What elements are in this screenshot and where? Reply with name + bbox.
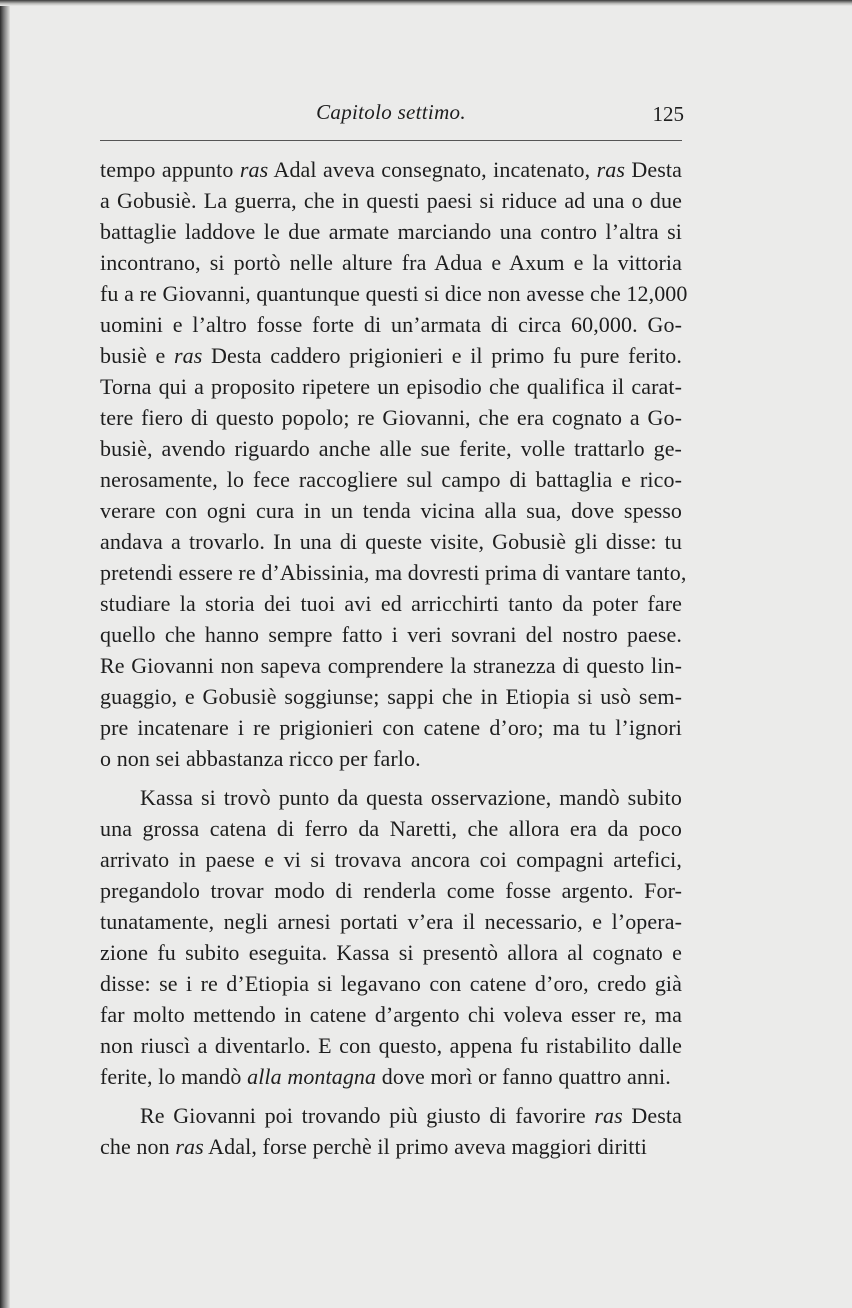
text-line	[100, 526, 682, 557]
text-segment: verare con ogni cura in un tenda vicina alla sua, dove spesso	[100, 498, 682, 523]
text-line	[100, 278, 688, 309]
text-segment: guaggio, e Gobusiè soggiunse; sappi che in Etiopia si usò sem-	[100, 684, 682, 709]
text-line	[100, 1100, 682, 1131]
text-segment: tunatamente, negli arnesi portati v’era il necessario, e l’opera-	[100, 909, 682, 934]
text-line	[100, 782, 682, 813]
paragraph-gap	[100, 1092, 682, 1100]
text-line	[100, 185, 682, 216]
text-line	[100, 247, 682, 278]
page-number: 125	[652, 102, 684, 126]
text-line	[100, 309, 682, 340]
text-segment: zione fu subito eseguita. Kassa si presentò allora al cognato e	[100, 940, 682, 965]
text-segment: studiare la storia dei tuoi avi ed arricchirti tanto da poter fare	[100, 591, 682, 616]
text-line	[100, 968, 682, 999]
text-segment: pre incatenare i re prigionieri con catene d’oro; ma tu l’ignori	[100, 715, 682, 740]
italic-text: ras	[596, 157, 625, 182]
paragraph	[100, 782, 682, 1092]
text-line	[100, 906, 682, 937]
text-segment: Torna qui a proposito ripetere un episodio che qualifica il carat-	[100, 374, 682, 399]
text-line	[100, 1030, 682, 1061]
italic-text: ras	[239, 157, 269, 182]
text-segment: fu a re Giovanni, quantunque questi si dice non avesse che 12,000	[100, 281, 688, 306]
text-line	[100, 402, 682, 433]
text-segment: Adal aveva consegnato, incatenato,	[268, 157, 597, 182]
text-segment: che non	[100, 1134, 176, 1159]
text-segment: Kassa si trovò punto da questa osservazione, mandò subito	[140, 785, 682, 810]
paragraph	[100, 1100, 682, 1162]
italic-text: alla montagna	[247, 1064, 377, 1089]
text-segment: dove morì or fanno quattro anni.	[376, 1064, 671, 1089]
scan-edge-left	[0, 0, 10, 1308]
text-segment: non riuscì a diventarlo. E con questo, appena fu ristabilito dalle	[100, 1033, 682, 1058]
text-line	[100, 712, 682, 743]
text-segment: uomini e l’altro fosse forte di un’armata di circa 60,000. Go-	[100, 312, 682, 337]
text-segment: quello che hanno sempre fatto i veri sovrani del nostro paese.	[100, 622, 682, 647]
text-segment: o non sei abbastanza ricco per farlo.	[100, 746, 421, 771]
text-segment: tere fiero di questo popolo; re Giovanni, che era cognato a Go-	[100, 405, 682, 430]
page-header	[100, 100, 682, 134]
text-line	[100, 999, 682, 1030]
text-segment: pretendi essere re d’Abissinia, ma dovresti prima di vantare tanto,	[100, 560, 687, 585]
text-segment: Re Giovanni poi trovando più giusto di favorire	[140, 1103, 595, 1128]
text-line	[100, 813, 682, 844]
body-text	[100, 154, 688, 1162]
text-segment: una grossa catena di ferro da Naretti, che allora era da poco	[100, 816, 682, 841]
italic-text: ras	[175, 1134, 204, 1159]
paragraph	[100, 154, 688, 774]
text-line	[100, 1131, 682, 1162]
paragraph-gap	[100, 774, 682, 782]
text-line	[100, 681, 682, 712]
text-line	[100, 433, 682, 464]
text-segment: ferite, lo mandò	[100, 1064, 248, 1089]
text-segment: andava a trovarlo. In una di queste visite, Gobusiè gli disse: tu	[100, 529, 682, 554]
text-segment: Desta	[622, 1103, 682, 1128]
text-segment: incontrano, si portò nelle alture fra Adua e Axum e la vittoria	[100, 250, 682, 275]
text-line	[100, 937, 682, 968]
text-segment: disse: se i re d’Etiopia si legavano con catene d’oro, credo già	[100, 971, 682, 996]
scan-edge-top	[0, 0, 852, 6]
text-line	[100, 464, 682, 495]
text-segment: busiè e	[100, 343, 175, 368]
text-line	[100, 743, 682, 774]
text-segment: tempo appunto	[100, 157, 240, 182]
text-segment: Desta	[625, 157, 682, 182]
text-line	[100, 619, 682, 650]
text-segment: nerosamente, lo fece raccogliere sul campo di battaglia e rico-	[100, 467, 682, 492]
text-line	[100, 216, 682, 247]
text-segment: Adal, forse perchè il primo aveva maggiori diritti	[203, 1134, 647, 1159]
text-segment: battaglie laddove le due armate marciando una contro l’altra si	[100, 219, 682, 244]
text-segment: arrivato in paese e vi si trovava ancora coi compagni artefici,	[100, 847, 682, 872]
text-line	[100, 875, 682, 906]
text-segment: Re Giovanni non sapeva comprendere la stranezza di questo lin-	[100, 653, 682, 678]
text-line	[100, 340, 682, 371]
text-segment: pregandolo trovar modo di renderla come fosse argento. For-	[100, 878, 682, 903]
text-line	[100, 844, 682, 875]
text-segment: busiè, avendo riguardo anche alle sue ferite, volle trattarlo ge-	[100, 436, 682, 461]
text-segment: a Gobusiè. La guerra, che in questi paesi si riduce ad una o due	[100, 188, 682, 213]
text-line	[100, 371, 682, 402]
text-segment: far molto mettendo in catene d’argento chi voleva esser re, ma	[100, 1002, 682, 1027]
text-line	[100, 650, 682, 681]
text-line	[100, 154, 682, 185]
text-line	[100, 588, 682, 619]
italic-text: ras	[594, 1103, 623, 1128]
italic-text: ras	[174, 343, 203, 368]
text-line	[100, 495, 682, 526]
running-title: Capitolo settimo.	[316, 100, 466, 124]
text-line	[100, 557, 687, 588]
header-rule	[100, 140, 682, 141]
text-segment: Desta caddero prigionieri e il primo fu pure ferito.	[202, 343, 682, 368]
text-line	[100, 1061, 682, 1092]
